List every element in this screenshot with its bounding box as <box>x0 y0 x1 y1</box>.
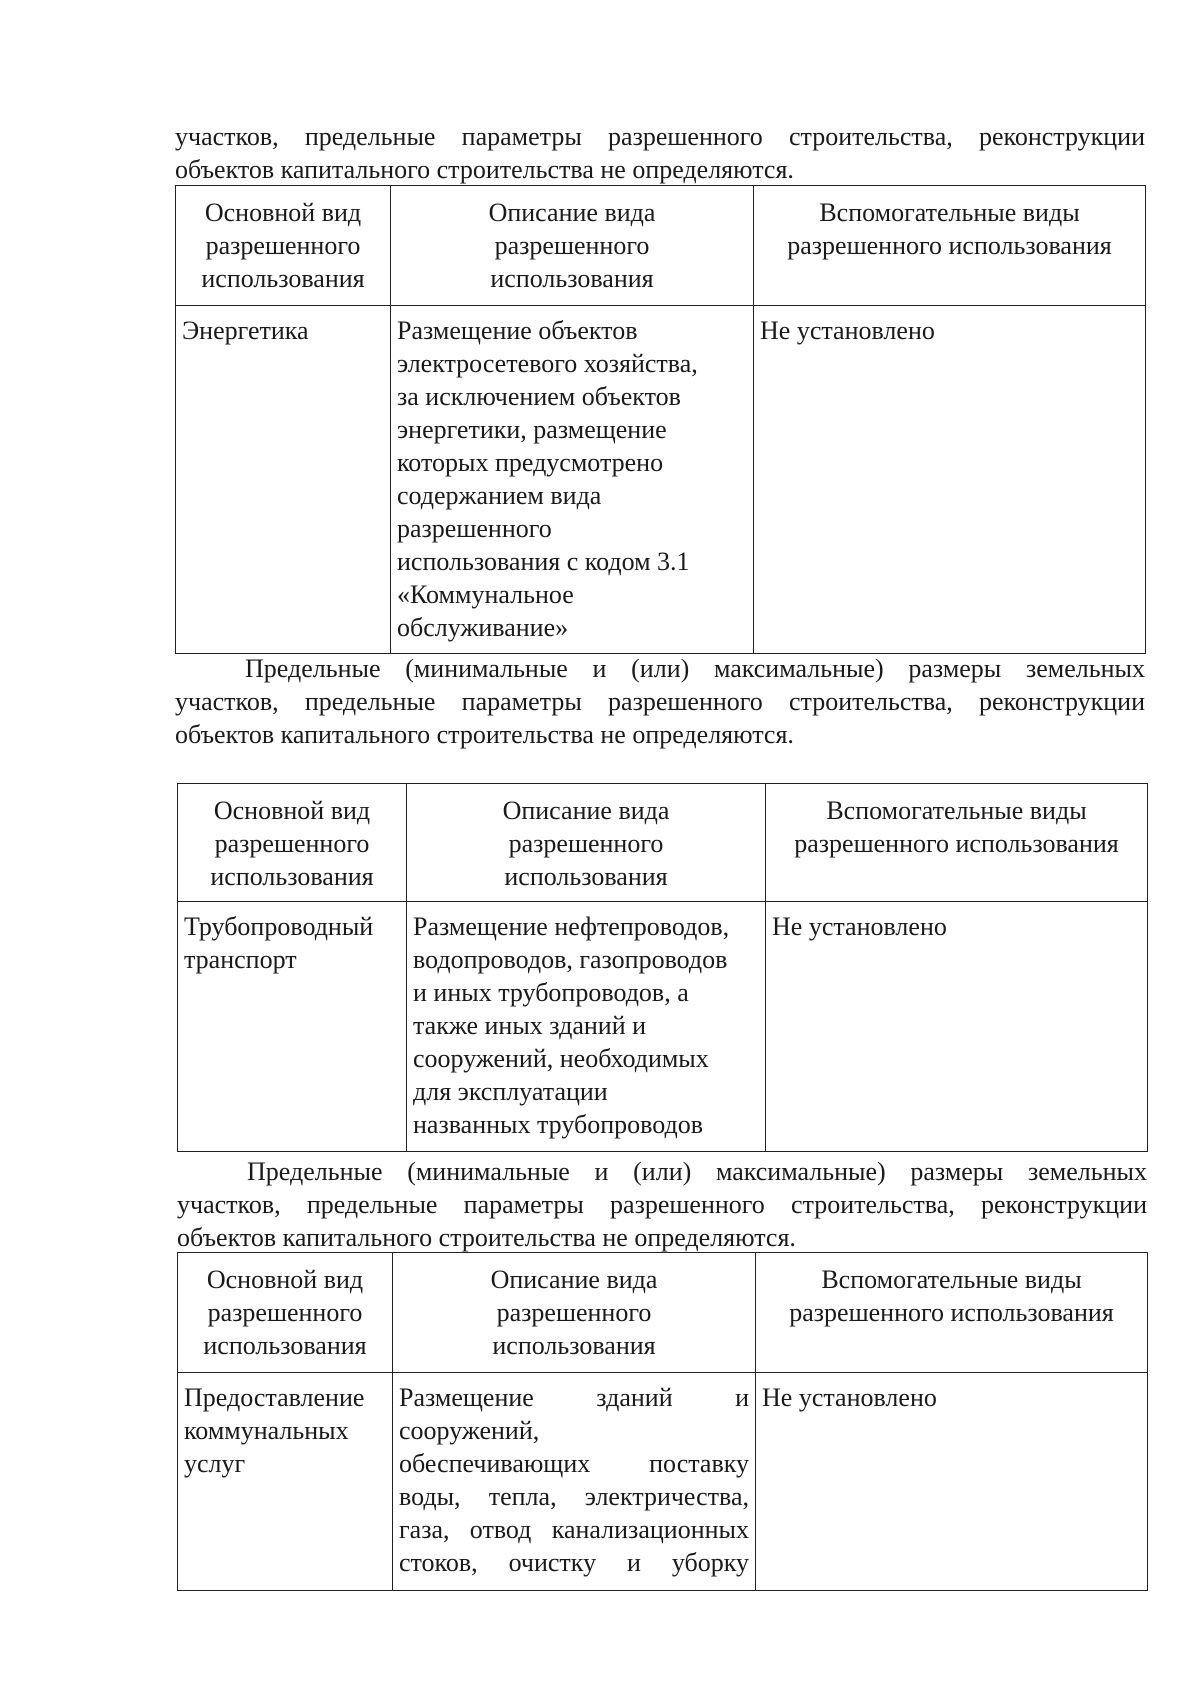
cell-text: Энергетика <box>182 316 309 345</box>
cell-description <box>393 1373 756 1591</box>
cell-text: Размещение зданий и <box>399 1383 749 1412</box>
header-auxiliary <box>754 186 1146 306</box>
permitted-use-table-3 <box>177 1252 1148 1591</box>
header-description <box>393 1253 756 1373</box>
cell-text: газа, отвод канализационных <box>399 1515 749 1544</box>
limits-line-3: объектов капитального строительства не определяются. <box>175 720 794 749</box>
cell-auxiliary <box>754 306 1146 654</box>
cell-text: Не установлено <box>762 1383 937 1412</box>
cell-text: содержанием вида <box>397 481 602 510</box>
header-text: Вспомогательные виды <box>819 198 1080 227</box>
cell-text: за исключением объектов <box>397 382 681 411</box>
header-text: Основной вид <box>206 1265 364 1294</box>
header-text: использования <box>504 862 668 891</box>
header-text: использования <box>490 264 654 293</box>
cell-text: также иных зданий и <box>413 1011 647 1040</box>
header-text: Описание вида <box>502 796 670 825</box>
header-description <box>391 186 754 306</box>
cell-main-use <box>176 306 391 654</box>
limits-line-1: Предельные (минимальные и (или) максимальные) размеры земельных <box>247 1157 1147 1186</box>
limits-line-3: объектов капитального строительства не определяются. <box>177 1223 796 1252</box>
cell-text: обеспечивающих поставку <box>399 1449 749 1478</box>
header-text: разрешенного <box>496 1298 652 1327</box>
header-main-use <box>176 186 391 306</box>
header-text: разрешенного использования <box>789 1298 1114 1327</box>
cell-text: Размещение объектов <box>397 316 638 345</box>
cell-auxiliary <box>756 1373 1148 1591</box>
intro-paragraph <box>175 120 1145 186</box>
cell-text: для эксплуатации <box>413 1077 608 1106</box>
table-header-row <box>178 784 1148 902</box>
cell-text: Трубопроводный <box>184 912 374 941</box>
header-text: Вспомогательные виды <box>821 1265 1082 1294</box>
header-text: Описание вида <box>488 198 656 227</box>
header-text: разрешенного <box>494 231 650 260</box>
cell-description <box>407 902 766 1152</box>
cell-main-use <box>178 1373 393 1591</box>
header-text: Основной вид <box>213 796 371 825</box>
permitted-use-table-1 <box>175 185 1146 654</box>
header-main-use <box>178 1253 393 1373</box>
cell-text: сооружений, необходимых <box>413 1044 709 1073</box>
cell-text: водопроводов, газопроводов <box>413 945 728 974</box>
table-row <box>178 902 1148 1152</box>
header-text: разрешенного <box>214 829 370 858</box>
header-text: разрешенного использования <box>794 829 1119 858</box>
header-description <box>407 784 766 902</box>
cell-text: разрешенного <box>397 514 552 543</box>
limits-line-1: Предельные (минимальные и (или) максимальные) размеры земельных <box>245 654 1145 683</box>
header-auxiliary <box>766 784 1148 902</box>
cell-text: Не установлено <box>760 316 935 345</box>
cell-text: обслуживание» <box>397 613 569 642</box>
header-main-use <box>178 784 407 902</box>
header-text: использования <box>492 1331 656 1360</box>
cell-text: услуг <box>184 1449 246 1478</box>
cell-text: «Коммунальное <box>397 580 574 609</box>
header-text: использования <box>203 1331 367 1360</box>
limits-paragraph-2 <box>177 1155 1147 1254</box>
header-auxiliary <box>756 1253 1148 1373</box>
table-row <box>178 1373 1148 1591</box>
header-text: Основной вид <box>204 198 362 227</box>
header-text: Описание вида <box>490 1265 658 1294</box>
cell-text: транспорт <box>184 945 297 974</box>
cell-text: названных трубопроводов <box>413 1110 703 1139</box>
cell-main-use <box>178 902 407 1152</box>
intro-line-1: участков, предельные параметры разрешенного строительства, реконструкции <box>175 122 1145 151</box>
cell-text: коммунальных <box>184 1416 349 1445</box>
permitted-use-table-2 <box>177 783 1148 1152</box>
limits-line-2: участков, предельные параметры разрешенного строительства, реконструкции <box>175 687 1145 716</box>
cell-text: которых предусмотрено <box>397 448 664 477</box>
header-text: разрешенного <box>508 829 664 858</box>
header-text: разрешенного использования <box>787 231 1112 260</box>
cell-auxiliary <box>766 902 1148 1152</box>
cell-text: Не установлено <box>772 912 947 941</box>
cell-text: Размещение нефтепроводов, <box>413 912 730 941</box>
cell-text: и иных трубопроводов, а <box>413 978 689 1007</box>
cell-text: стоков, очистку и уборку <box>399 1548 749 1577</box>
cell-text: энергетики, размещение <box>397 415 667 444</box>
header-text: разрешенного <box>207 1298 363 1327</box>
table-header-row <box>178 1253 1148 1373</box>
header-text: Вспомогательные виды <box>826 796 1087 825</box>
cell-description <box>391 306 754 654</box>
intro-line-2: объектов капитального строительства не определяются. <box>175 155 794 184</box>
header-text: использования <box>201 264 365 293</box>
table-row <box>176 306 1146 654</box>
cell-text: Предоставление <box>184 1383 365 1412</box>
cell-text: электросетевого хозяйства, <box>397 349 698 378</box>
header-text: разрешенного <box>205 231 361 260</box>
cell-text: воды, тепла, электричества, <box>399 1482 749 1511</box>
header-text: использования <box>210 862 374 891</box>
cell-text: использования с кодом 3.1 <box>397 547 690 576</box>
limits-line-2: участков, предельные параметры разрешенного строительства, реконструкции <box>177 1190 1147 1219</box>
cell-text: сооружений, <box>399 1416 540 1445</box>
table-header-row <box>176 186 1146 306</box>
limits-paragraph-1 <box>175 652 1145 751</box>
